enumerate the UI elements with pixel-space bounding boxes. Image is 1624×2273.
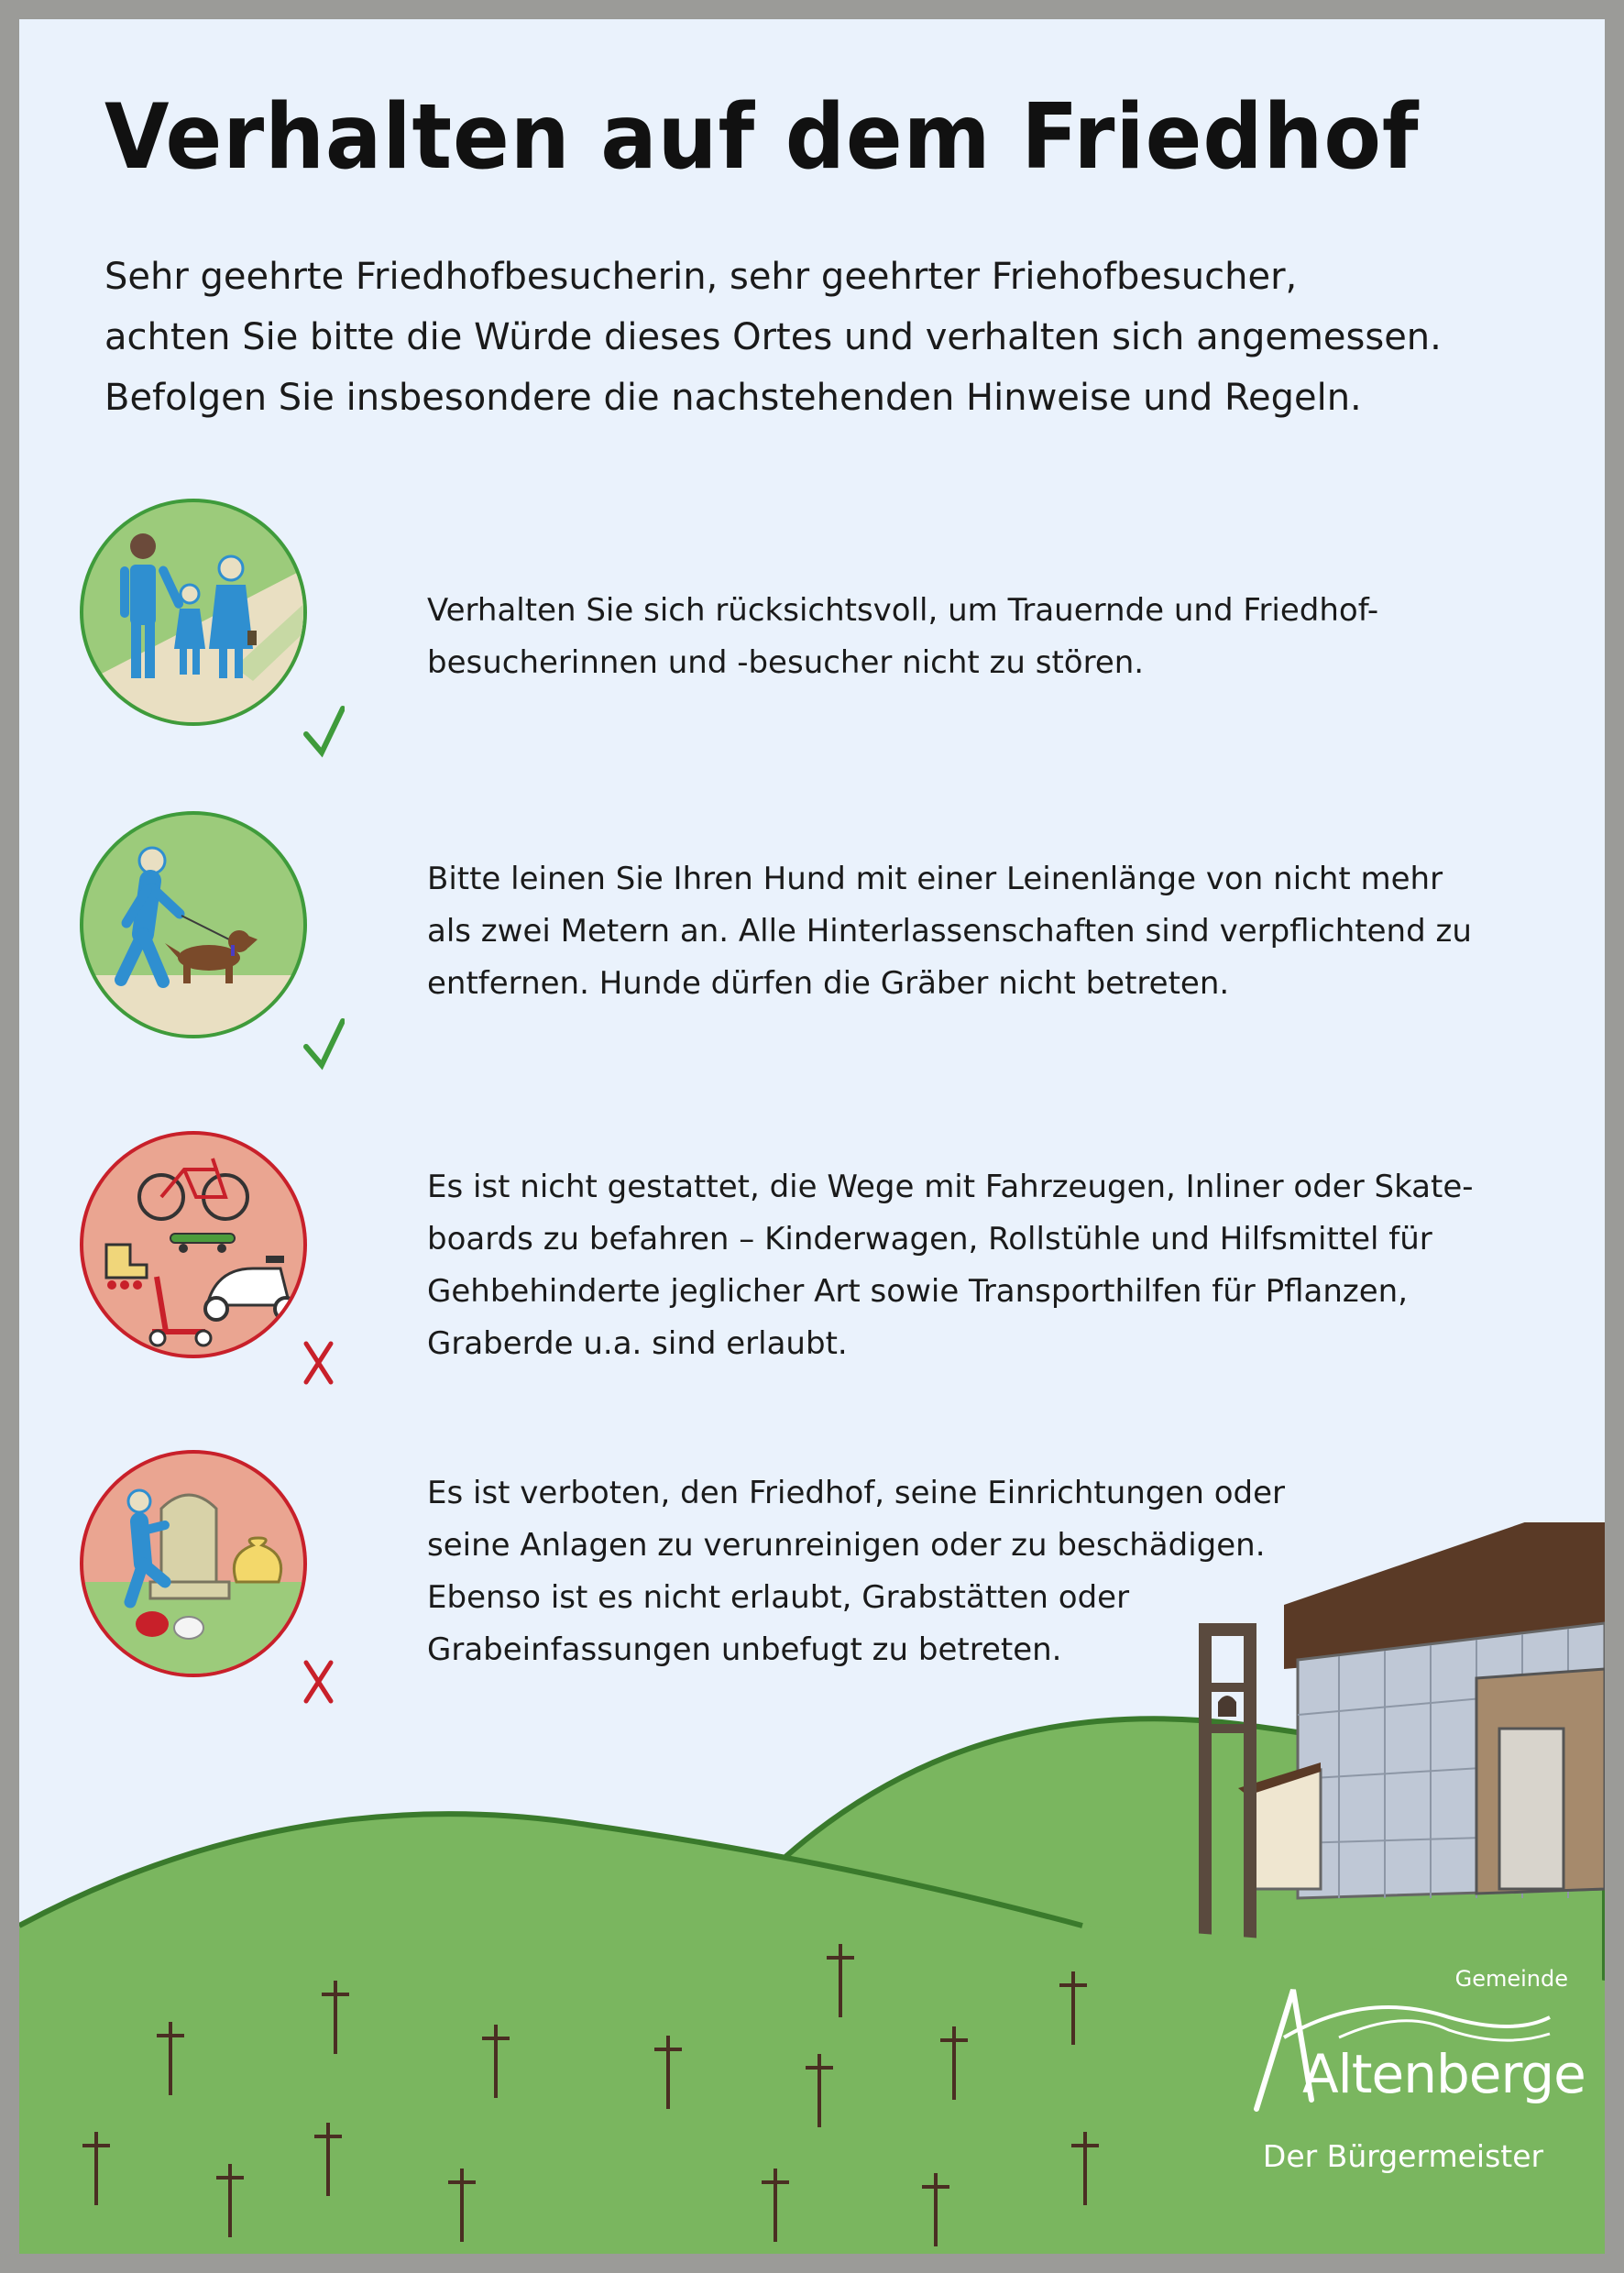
rule-line: besucherinnen und -besucher nicht zu stören. (427, 644, 1145, 681)
intro-text (104, 247, 1589, 428)
rule-line: entfernen. Hunde dürfen die Gräber nicht betreten. (427, 965, 1230, 1002)
rule-line: Bitte leinen Sie Ihren Hund mit einer Leinenlänge von nicht mehr (427, 861, 1443, 897)
rule-line: Grabeinfassungen unbefugt zu betreten. (427, 1631, 1062, 1668)
poster (19, 19, 1605, 2254)
rule-text-1 (427, 585, 1573, 689)
rule-line: als zwei Metern an. Alle Hinterlassenschaften sind verpflichtend zu (427, 913, 1472, 950)
rule-line: boards zu befahren – Kinderwagen, Rollstühle und Hilfsmittel für (427, 1221, 1432, 1257)
rule-text-2 (427, 853, 1573, 1010)
rule-line: Es ist nicht gestattet, die Wege mit Fahrzeugen, Inliner oder Skate- (427, 1169, 1474, 1205)
dog-on-leash-icon (70, 806, 345, 1081)
municipality-name: Altenberge (1302, 2043, 1586, 2105)
rule-text-3 (427, 1161, 1573, 1370)
municipality-label: Gemeinde (1454, 1966, 1568, 1992)
rule-line: seine Anlagen zu verunreinigen oder zu beschädigen. (427, 1527, 1266, 1564)
intro-line: achten Sie bitte die Würde dieses Ortes und verhalten sich angemessen. (104, 316, 1442, 358)
rule-line: Gehbehinderte jeglicher Art sowie Transporthilfen für Pflanzen, (427, 1273, 1409, 1310)
intro-line: Befolgen Sie insbesondere die nachstehenden Hinweise und Regeln. (104, 377, 1362, 419)
chapel-building-illustration (1238, 1522, 1605, 1898)
vehicles-icon (70, 1126, 345, 1400)
rule-line: Graberde u.a. sind erlaubt. (427, 1325, 848, 1362)
rule-line: Ebenso ist es nicht erlaubt, Grabstätten oder (427, 1579, 1130, 1616)
family-walking-icon (70, 493, 345, 768)
office-label: Der Bürgermeister (1262, 2138, 1544, 2174)
rule-line: Verhalten Sie sich rücksichtsvoll, um Trauernde und Friedhof- (427, 592, 1379, 629)
municipality-logo (1220, 1953, 1586, 2191)
intro-line: Sehr geehrte Friedhofbesucherin, sehr geehrter Friehofbesucher, (104, 256, 1298, 298)
page-title: Verhalten auf dem Friedhof (104, 85, 1420, 190)
rule-line: Es ist verboten, den Friedhof, seine Einrichtungen oder (427, 1475, 1285, 1511)
